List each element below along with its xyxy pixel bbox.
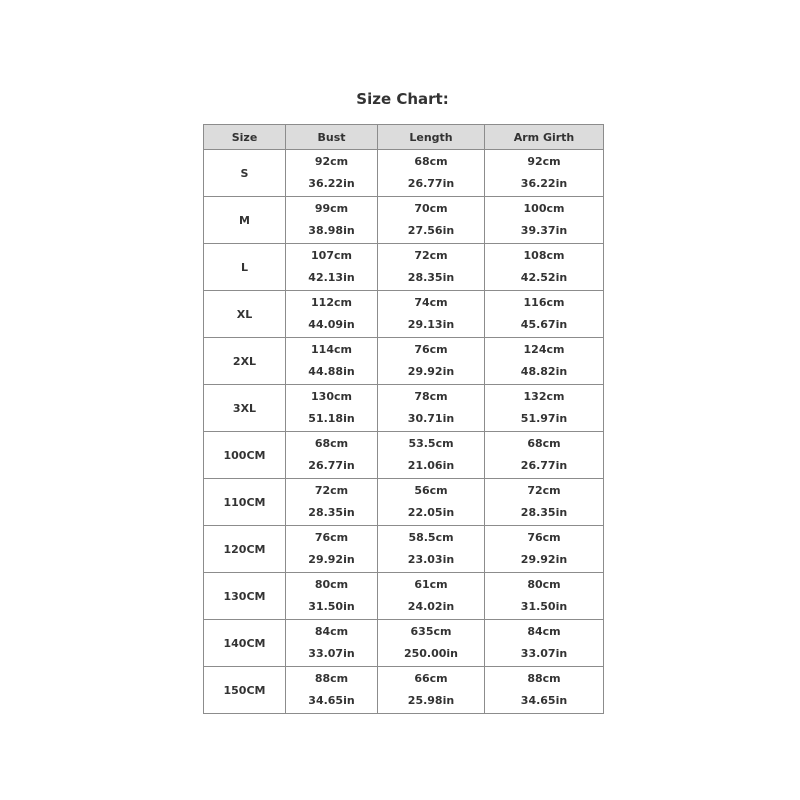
cm-value: 124cm bbox=[523, 343, 565, 356]
inch-value: 42.52in bbox=[520, 271, 568, 284]
length-cell bbox=[378, 432, 485, 479]
size-cell: 150CM bbox=[204, 667, 286, 714]
length-cell bbox=[378, 338, 485, 385]
cm-value: 68cm bbox=[314, 437, 349, 450]
cm-value: 635cm bbox=[410, 625, 452, 638]
header-bust: Bust bbox=[286, 125, 378, 150]
bust-cell bbox=[286, 244, 378, 291]
inch-value: 36.22in bbox=[308, 177, 355, 190]
arm-girth-cell bbox=[485, 291, 604, 338]
cm-value: 99cm bbox=[314, 202, 349, 215]
length-cell bbox=[378, 573, 485, 620]
cm-value: 132cm bbox=[523, 390, 565, 403]
inch-value: 24.02in bbox=[407, 600, 455, 613]
inch-value: 25.98in bbox=[407, 694, 455, 707]
arm-girth-cell bbox=[485, 244, 604, 291]
arm-girth-cell bbox=[485, 432, 604, 479]
inch-value: 28.35in bbox=[520, 506, 568, 519]
arm-girth-cell bbox=[485, 573, 604, 620]
arm-girth-cell bbox=[485, 526, 604, 573]
inch-value: 33.07in bbox=[308, 647, 355, 660]
size-cell: S bbox=[204, 150, 286, 197]
cm-value: 84cm bbox=[314, 625, 349, 638]
size-cell: XL bbox=[204, 291, 286, 338]
table-header-row bbox=[204, 125, 604, 150]
cm-value: 92cm bbox=[314, 155, 349, 168]
inch-value: 28.35in bbox=[407, 271, 455, 284]
bust-cell bbox=[286, 385, 378, 432]
table-row bbox=[204, 244, 604, 291]
bust-cell bbox=[286, 573, 378, 620]
cm-value: 58.5cm bbox=[408, 531, 454, 544]
bust-cell bbox=[286, 197, 378, 244]
inch-value: 29.92in bbox=[407, 365, 455, 378]
arm-girth-cell bbox=[485, 338, 604, 385]
inch-value: 29.13in bbox=[407, 318, 455, 331]
cm-value: 88cm bbox=[314, 672, 349, 685]
table-row bbox=[204, 432, 604, 479]
cm-value: 72cm bbox=[314, 484, 349, 497]
size-cell: 130CM bbox=[204, 573, 286, 620]
length-cell bbox=[378, 150, 485, 197]
cm-value: 76cm bbox=[314, 531, 349, 544]
bust-cell bbox=[286, 291, 378, 338]
cm-value: 114cm bbox=[311, 343, 352, 356]
inch-value: 38.98in bbox=[308, 224, 355, 237]
inch-value: 26.77in bbox=[308, 459, 355, 472]
size-cell: 3XL bbox=[204, 385, 286, 432]
inch-value: 39.37in bbox=[520, 224, 568, 237]
inch-value: 33.07in bbox=[520, 647, 568, 660]
table-row bbox=[204, 338, 604, 385]
cm-value: 66cm bbox=[414, 672, 448, 685]
length-cell bbox=[378, 667, 485, 714]
table-row bbox=[204, 526, 604, 573]
cm-value: 88cm bbox=[527, 672, 561, 685]
inch-value: 28.35in bbox=[308, 506, 355, 519]
table-row bbox=[204, 291, 604, 338]
cm-value: 80cm bbox=[314, 578, 349, 591]
inch-value: 26.77in bbox=[407, 177, 455, 190]
length-cell bbox=[378, 197, 485, 244]
length-cell bbox=[378, 479, 485, 526]
inch-value: 31.50in bbox=[308, 600, 355, 613]
table-row bbox=[204, 620, 604, 667]
inch-value: 31.50in bbox=[520, 600, 568, 613]
size-cell: 140CM bbox=[204, 620, 286, 667]
inch-value: 29.92in bbox=[520, 553, 568, 566]
table-row bbox=[204, 197, 604, 244]
inch-value: 51.18in bbox=[308, 412, 355, 425]
arm-girth-cell bbox=[485, 197, 604, 244]
header-size: Size bbox=[204, 125, 286, 150]
table-row bbox=[204, 573, 604, 620]
cm-value: 107cm bbox=[311, 249, 352, 262]
page-title: Size Chart: bbox=[356, 90, 449, 108]
bust-cell bbox=[286, 620, 378, 667]
size-cell: 110CM bbox=[204, 479, 286, 526]
size-cell: 100CM bbox=[204, 432, 286, 479]
cm-value: 76cm bbox=[527, 531, 561, 544]
arm-girth-cell bbox=[485, 150, 604, 197]
inch-value: 44.09in bbox=[308, 318, 355, 331]
size-chart-table bbox=[203, 124, 604, 714]
bust-cell bbox=[286, 667, 378, 714]
size-cell: 120CM bbox=[204, 526, 286, 573]
cm-value: 70cm bbox=[414, 202, 448, 215]
inch-value: 23.03in bbox=[407, 553, 455, 566]
length-cell bbox=[378, 385, 485, 432]
cm-value: 80cm bbox=[527, 578, 561, 591]
cm-value: 116cm bbox=[523, 296, 565, 309]
header-length: Length bbox=[378, 125, 485, 150]
inch-value: 34.65in bbox=[520, 694, 568, 707]
cm-value: 112cm bbox=[311, 296, 352, 309]
bust-cell bbox=[286, 150, 378, 197]
bust-cell bbox=[286, 526, 378, 573]
size-cell: 2XL bbox=[204, 338, 286, 385]
bust-cell bbox=[286, 432, 378, 479]
length-cell bbox=[378, 291, 485, 338]
cm-value: 61cm bbox=[414, 578, 448, 591]
inch-value: 48.82in bbox=[520, 365, 568, 378]
bust-cell bbox=[286, 479, 378, 526]
inch-value: 26.77in bbox=[520, 459, 568, 472]
cm-value: 74cm bbox=[414, 296, 448, 309]
table-body bbox=[204, 150, 604, 714]
cm-value: 76cm bbox=[414, 343, 448, 356]
cm-value: 92cm bbox=[527, 155, 561, 168]
cm-value: 68cm bbox=[527, 437, 561, 450]
inch-value: 36.22in bbox=[520, 177, 568, 190]
cm-value: 100cm bbox=[523, 202, 565, 215]
cm-value: 72cm bbox=[414, 249, 448, 262]
table-row bbox=[204, 385, 604, 432]
header-arm-girth: Arm Girth bbox=[485, 125, 604, 150]
size-cell: L bbox=[204, 244, 286, 291]
inch-value: 22.05in bbox=[407, 506, 455, 519]
inch-value: 27.56in bbox=[407, 224, 455, 237]
arm-girth-cell bbox=[485, 620, 604, 667]
cm-value: 78cm bbox=[414, 390, 448, 403]
cm-value: 56cm bbox=[414, 484, 448, 497]
inch-value: 42.13in bbox=[308, 271, 355, 284]
inch-value: 34.65in bbox=[308, 694, 355, 707]
length-cell bbox=[378, 620, 485, 667]
arm-girth-cell bbox=[485, 385, 604, 432]
arm-girth-cell bbox=[485, 667, 604, 714]
table-row bbox=[204, 667, 604, 714]
inch-value: 29.92in bbox=[308, 553, 355, 566]
cm-value: 108cm bbox=[523, 249, 565, 262]
table-row bbox=[204, 150, 604, 197]
length-cell bbox=[378, 526, 485, 573]
bust-cell bbox=[286, 338, 378, 385]
length-cell bbox=[378, 244, 485, 291]
inch-value: 51.97in bbox=[520, 412, 568, 425]
inch-value: 45.67in bbox=[520, 318, 568, 331]
inch-value: 44.88in bbox=[308, 365, 355, 378]
cm-value: 130cm bbox=[311, 390, 352, 403]
table-row bbox=[204, 479, 604, 526]
arm-girth-cell bbox=[485, 479, 604, 526]
cm-value: 53.5cm bbox=[408, 437, 454, 450]
inch-value: 250.00in bbox=[403, 647, 459, 660]
inch-value: 30.71in bbox=[407, 412, 455, 425]
size-cell: M bbox=[204, 197, 286, 244]
cm-value: 84cm bbox=[527, 625, 561, 638]
cm-value: 72cm bbox=[527, 484, 561, 497]
cm-value: 68cm bbox=[414, 155, 448, 168]
inch-value: 21.06in bbox=[407, 459, 455, 472]
